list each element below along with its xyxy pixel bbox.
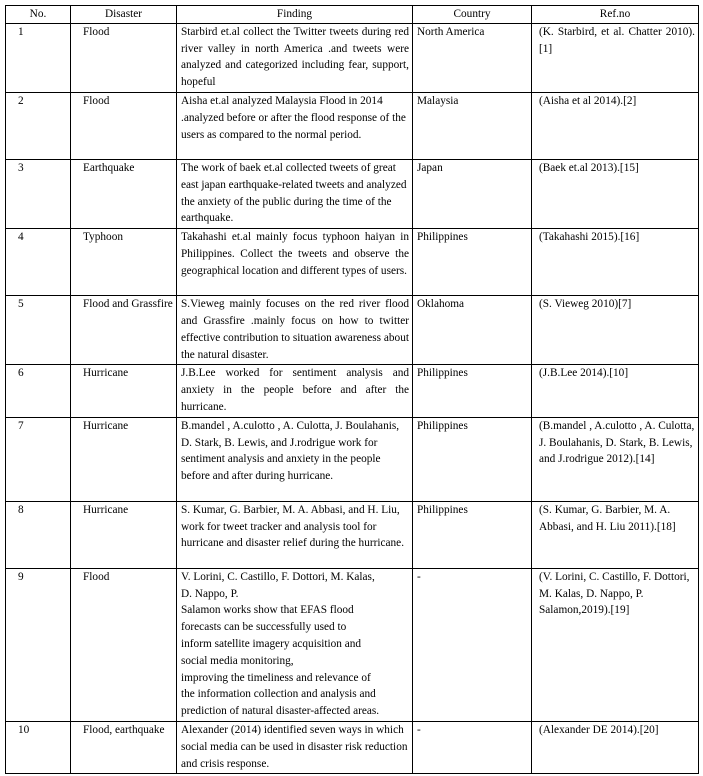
row-no: 10 xyxy=(6,721,71,773)
findings-table xyxy=(5,5,699,774)
table-row xyxy=(6,568,699,721)
row-no: 8 xyxy=(6,501,71,568)
table-row xyxy=(6,159,699,228)
row-country: - xyxy=(413,721,532,773)
row-country: Philippines xyxy=(413,501,532,568)
table-row xyxy=(6,365,699,417)
row-disaster: Flood and Grassfire xyxy=(71,296,177,365)
table-row xyxy=(6,501,699,568)
row-no: 1 xyxy=(6,23,71,92)
header-no: No. xyxy=(6,6,71,24)
row-finding: J.B.Lee worked for sentiment analysis and anxiety in the people before and after the hurricane. xyxy=(177,365,413,417)
table-row xyxy=(6,296,699,365)
header-finding: Finding xyxy=(177,6,413,24)
header-ref-no: Ref.no xyxy=(532,6,699,24)
header-country: Country xyxy=(413,6,532,24)
table-row xyxy=(6,92,699,159)
row-disaster: Typhoon xyxy=(71,229,177,296)
row-finding: B.mandel , A.culotto , A. Culotta, J. Boulahanis, D. Stark, B. Lewis, and J.rodrigue work for sentiment analysis and anxiety in the people before and after during hurricane. xyxy=(177,417,413,501)
row-no: 9 xyxy=(6,568,71,721)
row-ref: (S. Vieweg 2010)[7] xyxy=(532,296,699,365)
row-finding: S. Kumar, G. Barbier, M. A. Abbasi, and H. Liu, work for tweet tracker and analysis tool for hurricane and disaster relief during the hurricane. xyxy=(177,501,413,568)
row-disaster: Flood xyxy=(71,23,177,92)
row-ref: (Baek et.al 2013).[15] xyxy=(532,159,699,228)
row-no: 5 xyxy=(6,296,71,365)
row-disaster: Earthquake xyxy=(71,159,177,228)
row-ref: (V. Lorini, C. Castillo, F. Dottori, M. Kalas, D. Nappo, P. Salamon,2019).[19] xyxy=(532,568,699,721)
row-no: 3 xyxy=(6,159,71,228)
row-ref: (K. Starbird, et al. Chatter 2010). [1] xyxy=(532,23,699,92)
row-ref: (Aisha et al 2014).[2] xyxy=(532,92,699,159)
row-disaster: Flood xyxy=(71,568,177,721)
table-header-row xyxy=(6,6,699,24)
table-row xyxy=(6,229,699,296)
row-country: Philippines xyxy=(413,229,532,296)
row-country: Philippines xyxy=(413,417,532,501)
row-no: 7 xyxy=(6,417,71,501)
table-row xyxy=(6,721,699,773)
row-disaster: Hurricane xyxy=(71,365,177,417)
row-no: 2 xyxy=(6,92,71,159)
row-finding: Starbird et.al collect the Twitter tweets during red river valley in north America .and tweets were analyzed and categorized including fear, support, hopeful xyxy=(177,23,413,92)
row-finding: Takahashi et.al mainly focus typhoon haiyan in Philippines. Collect the tweets and observe the geographical location and different types of users. xyxy=(177,229,413,296)
row-ref: (Takahashi 2015).[16] xyxy=(532,229,699,296)
row-ref: (J.B.Lee 2014).[10] xyxy=(532,365,699,417)
row-finding: S.Vieweg mainly focuses on the red river flood and Grassfire .mainly focus on how to twitter effective contribution to situation awareness about the natural disaster. xyxy=(177,296,413,365)
header-disaster: Disaster xyxy=(71,6,177,24)
row-finding: Alexander (2014) identified seven ways in which social media can be used in disaster risk reduction and crisis response. xyxy=(177,721,413,773)
row-no: 4 xyxy=(6,229,71,296)
row-country: Malaysia xyxy=(413,92,532,159)
row-country: - xyxy=(413,568,532,721)
row-disaster: Hurricane xyxy=(71,417,177,501)
row-country: Japan xyxy=(413,159,532,228)
row-ref: (B.mandel , A.culotto , A. Culotta, J. Boulahanis, D. Stark, B. Lewis, and J.rodrigue 2012).[14] xyxy=(532,417,699,501)
row-finding: V. Lorini, C. Castillo, F. Dottori, M. Kalas, D. Nappo, P. Salamon works show that EFAS flood forecasts can be successfully used to inform satellite imagery acquisition and social media monitoring, improving the timeliness and relevance of the information collection and analysis and prediction of natural disaster-affected areas. xyxy=(177,568,413,721)
table-row xyxy=(6,23,699,92)
row-country: Oklahoma xyxy=(413,296,532,365)
table-row xyxy=(6,417,699,501)
row-disaster: Hurricane xyxy=(71,501,177,568)
row-ref: (Alexander DE 2014).[20] xyxy=(532,721,699,773)
row-disaster: Flood xyxy=(71,92,177,159)
row-finding: The work of baek et.al collected tweets of great east japan earthquake-related tweets and analyzed the anxiety of the public during the time of the earthquake. xyxy=(177,159,413,228)
row-country: Philippines xyxy=(413,365,532,417)
row-finding: Aisha et.al analyzed Malaysia Flood in 2014 .analyzed before or after the flood response of the users as compared to the normal period. xyxy=(177,92,413,159)
row-disaster: Flood, earthquake xyxy=(71,721,177,773)
row-country: North America xyxy=(413,23,532,92)
row-no: 6 xyxy=(6,365,71,417)
row-ref: (S. Kumar, G. Barbier, M. A. Abbasi, and H. Liu 2011).[18] xyxy=(532,501,699,568)
